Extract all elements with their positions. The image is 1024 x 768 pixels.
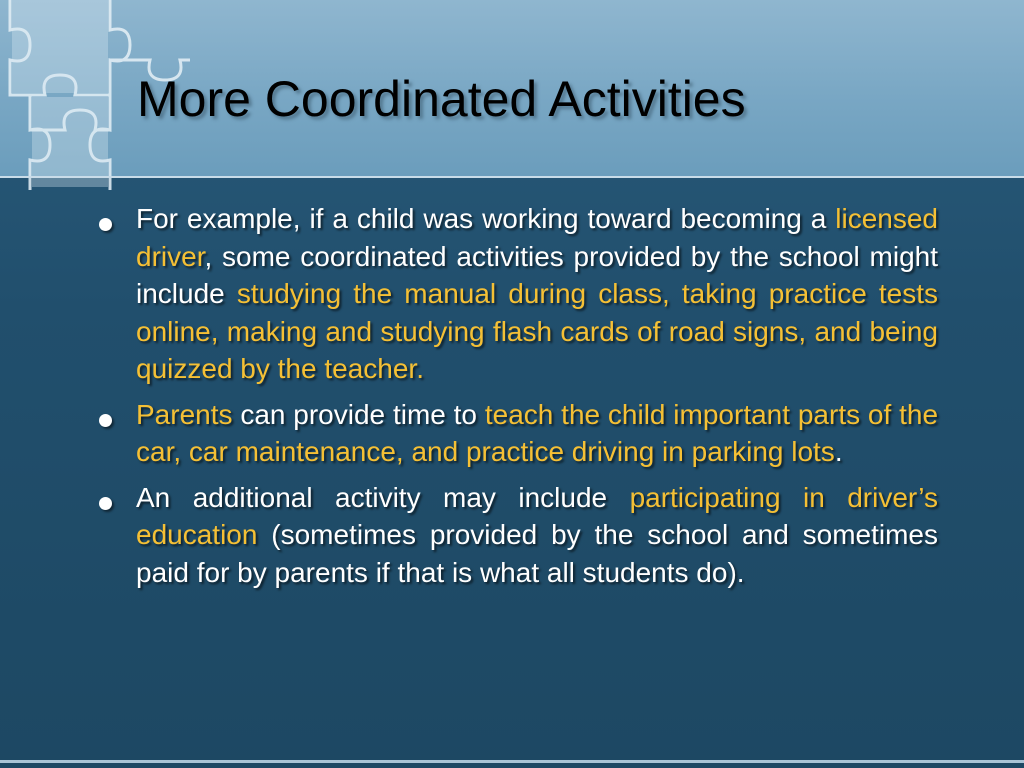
header-divider bbox=[0, 176, 1024, 178]
bullet-text bbox=[136, 479, 938, 592]
bullet-list bbox=[96, 200, 938, 599]
bullet-text bbox=[136, 396, 938, 471]
bullet-item bbox=[96, 200, 938, 388]
highlighted-text: Parents bbox=[136, 398, 233, 430]
bullet-icon bbox=[99, 497, 112, 510]
bullet-text bbox=[136, 200, 938, 388]
highlighted-text: licensed driver bbox=[136, 203, 938, 272]
footer-divider bbox=[0, 760, 1024, 763]
bullet-item bbox=[96, 479, 938, 592]
bullet-item bbox=[96, 396, 938, 471]
bullet-segment: For example, if a child was working toward becoming a bbox=[136, 203, 836, 234]
highlighted-text: teach the child important parts of the car, car maintenance, and practice driving in parking lots bbox=[136, 398, 939, 467]
bullet-icon bbox=[99, 414, 112, 427]
bullet-segment: (sometimes provided by the school and sometimes paid for by parents if that is what all students do). bbox=[136, 519, 938, 588]
bullet-icon bbox=[99, 218, 112, 231]
bullet-segment: . bbox=[834, 436, 843, 467]
highlighted-text: participating in driver’s education bbox=[136, 481, 938, 550]
bullet-segment: An additional activity may include bbox=[136, 481, 630, 513]
slide-title: More Coordinated Activities bbox=[137, 71, 746, 127]
highlighted-text: studying the manual during class, taking practice tests online, making and studying flash cards of road signs, and being quizzed by the teacher. bbox=[136, 278, 939, 384]
bullet-segment: can provide time to bbox=[232, 398, 485, 430]
bullet-segment: , some coordinated activities provided by the school might include bbox=[136, 240, 938, 309]
